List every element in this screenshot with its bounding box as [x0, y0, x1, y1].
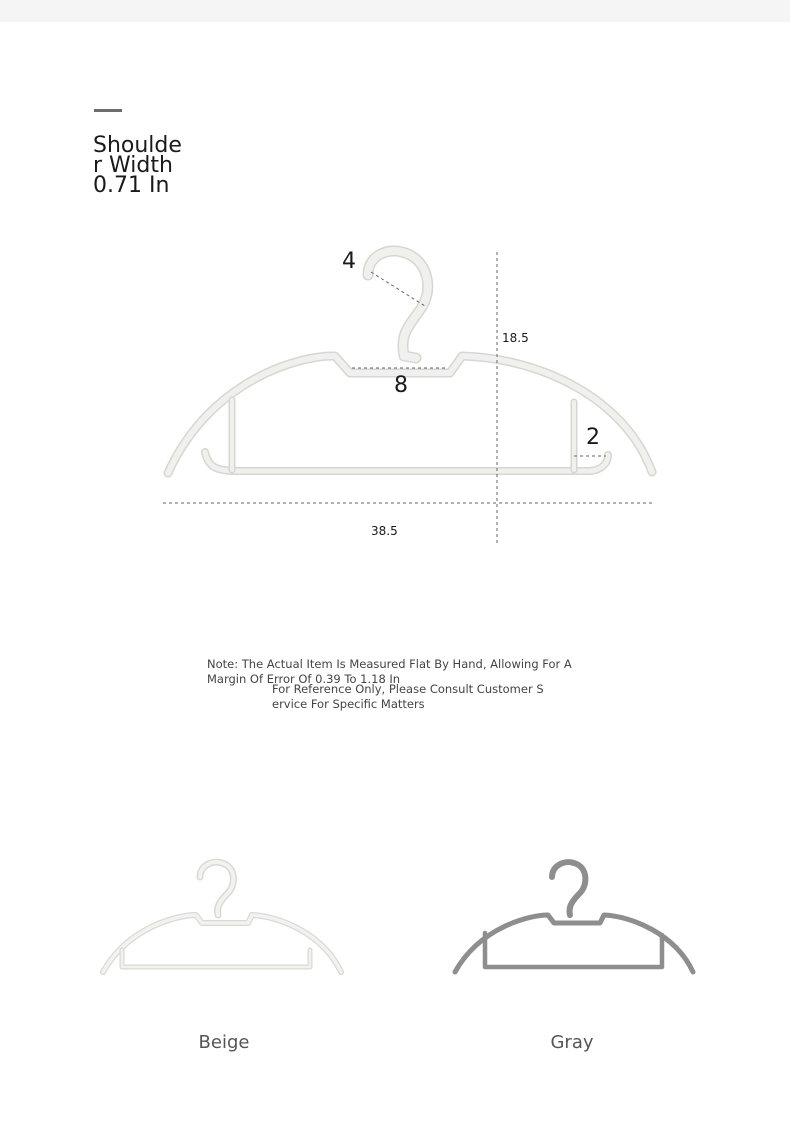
top-band	[0, 0, 790, 22]
neck-size-label: 8	[394, 373, 408, 398]
width-label: 38.5	[371, 524, 398, 538]
measurement-note: Note: The Actual Item Is Measured Flat By Hand, Allowing For A Margin Of Error Of 0.39 To 1.18 In	[207, 657, 572, 686]
reference-note: For Reference Only, Please Consult Customer Service For Specific Matters	[272, 682, 544, 711]
title-line-1: Shoulde	[93, 133, 182, 158]
title-line-3: 0.71 In	[93, 173, 170, 198]
title-line-2: r Width	[93, 153, 173, 178]
shoulder-width-title	[93, 133, 193, 198]
variant-label-gray: Gray	[550, 1032, 594, 1053]
main-hanger	[168, 251, 652, 473]
hook-size-label: 4	[342, 249, 356, 274]
hook-dimension-line	[371, 272, 425, 306]
beige-hanger-image	[98, 855, 348, 980]
dimension-lines	[163, 252, 655, 545]
gray-hanger-image	[450, 855, 700, 980]
height-label: 18.5	[502, 331, 529, 345]
title-accent-bar	[94, 109, 122, 112]
bar-drop-label: 2	[586, 425, 600, 450]
variant-label-beige: Beige	[198, 1032, 250, 1053]
